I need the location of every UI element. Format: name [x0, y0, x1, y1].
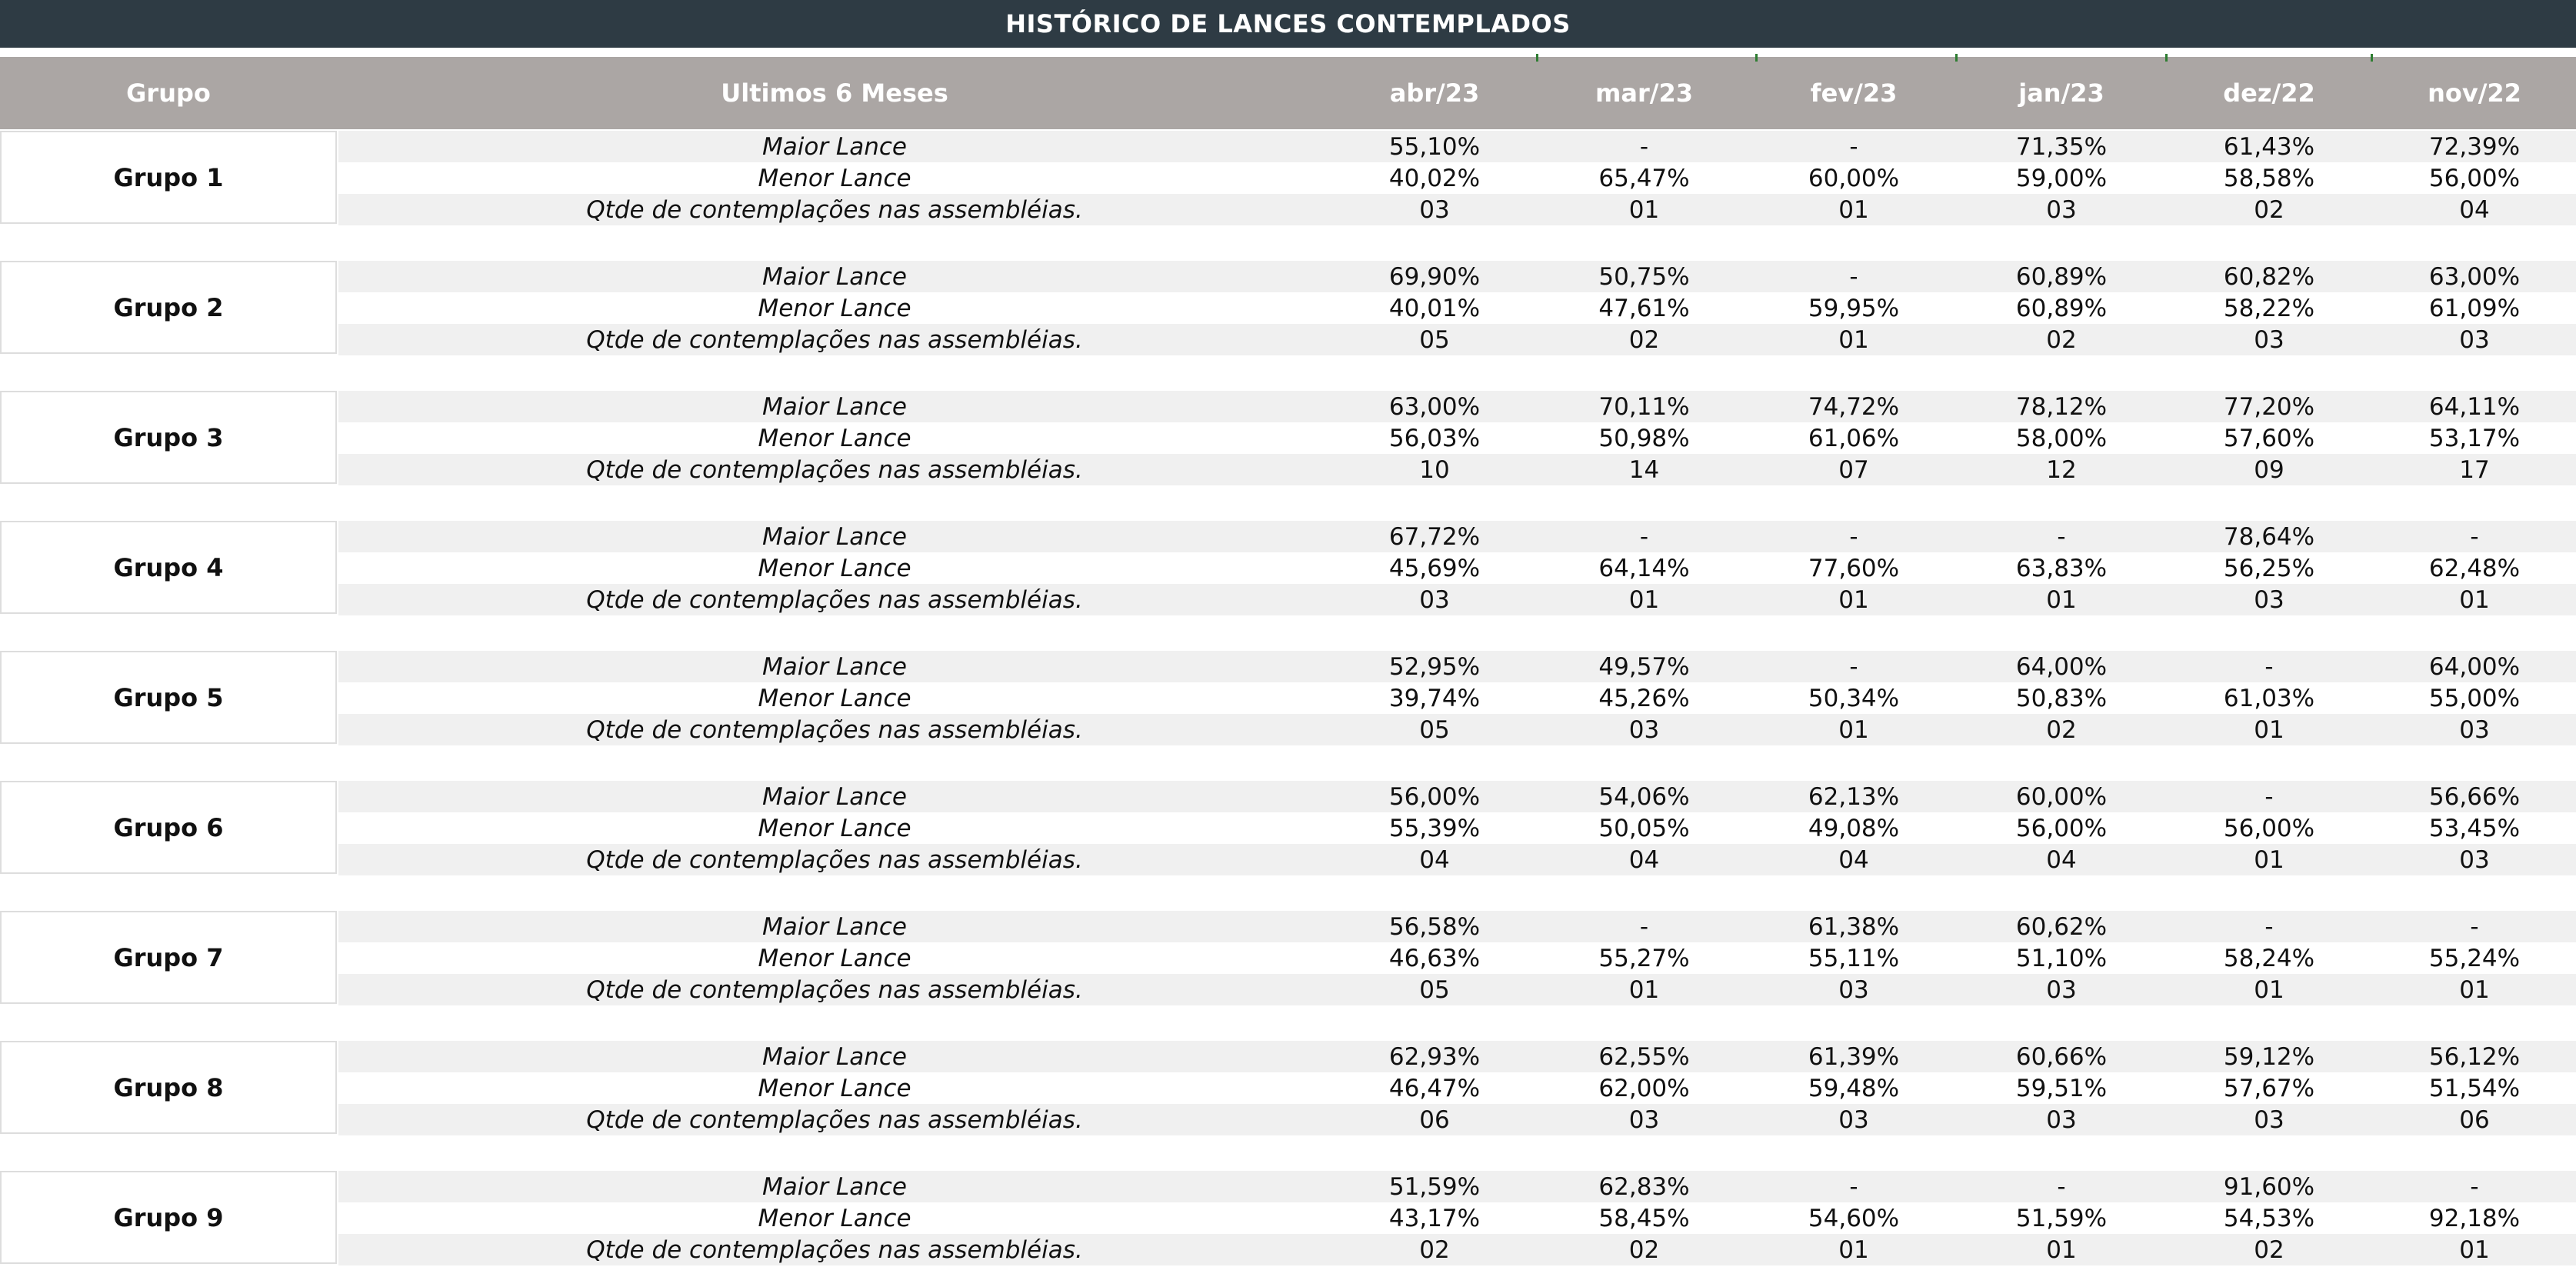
cell-marker [2371, 54, 2373, 62]
value-cell: 78,64% [2223, 522, 2315, 551]
value-cell: 10 [1419, 455, 1450, 484]
value-cell: 49,57% [1598, 652, 1690, 681]
header-month-1: abr/23 [1389, 78, 1480, 108]
value-cell: 07 [1838, 455, 1869, 484]
value-cell: 59,00% [2015, 164, 2108, 192]
value-cell: 40,01% [1388, 294, 1481, 322]
group-label: Grupo 7 [0, 911, 337, 1004]
group-label: Grupo 3 [0, 391, 337, 484]
group-block [0, 911, 2576, 1007]
metric-label: Maior Lance [762, 392, 907, 421]
value-cell: 03 [1419, 585, 1450, 614]
table-row [338, 682, 2576, 714]
value-cell: 72,39% [2428, 132, 2521, 161]
metric-label: Maior Lance [762, 132, 907, 161]
value-cell: - [2264, 912, 2274, 941]
value-cell: 04 [1419, 845, 1450, 874]
value-cell: 02 [1628, 325, 1660, 354]
metric-label: Maior Lance [762, 1172, 907, 1201]
value-cell: 50,83% [2015, 684, 2108, 712]
value-cell: 59,95% [1808, 294, 1900, 322]
value-cell: 60,00% [2015, 782, 2108, 811]
value-cell: 56,00% [1388, 782, 1481, 811]
table-row [338, 1171, 2576, 1202]
value-cell: 02 [2046, 715, 2077, 744]
table-row [338, 651, 2576, 682]
value-cell: 45,26% [1598, 684, 1690, 712]
metric-label: Maior Lance [762, 782, 907, 811]
group-block [0, 391, 2576, 487]
metric-label: Menor Lance [758, 684, 911, 712]
value-cell: 61,09% [2428, 294, 2521, 322]
value-cell: 51,59% [1388, 1172, 1481, 1201]
value-cell: - [1849, 652, 1858, 681]
value-cell: 62,00% [1598, 1074, 1690, 1102]
value-cell: 55,27% [1598, 944, 1690, 972]
value-cell: 03 [2459, 845, 2490, 874]
value-cell: 01 [2459, 975, 2490, 1004]
value-cell: - [2470, 912, 2479, 941]
value-cell: 60,00% [1808, 164, 1900, 192]
value-cell: 47,61% [1598, 294, 1690, 322]
value-cell: 77,60% [1808, 554, 1900, 582]
value-cell: 03 [2046, 975, 2077, 1004]
value-cell: 01 [1838, 1235, 1869, 1264]
value-cell: 01 [2459, 585, 2490, 614]
value-cell: 39,74% [1388, 684, 1481, 712]
value-cell: 52,95% [1388, 652, 1481, 681]
value-cell: 40,02% [1388, 164, 1481, 192]
metric-label: Qtde de contemplações nas assembléias. [586, 325, 1083, 354]
group-block [0, 521, 2576, 617]
value-cell: 03 [2046, 1105, 2077, 1134]
value-cell: 01 [1838, 585, 1869, 614]
value-cell: 67,72% [1388, 522, 1481, 551]
value-cell: 55,39% [1388, 814, 1481, 842]
value-cell: 69,90% [1388, 262, 1481, 291]
table-row [338, 844, 2576, 875]
value-cell: 92,18% [2428, 1204, 2521, 1232]
cell-marker [1536, 54, 1538, 62]
table-row [338, 194, 2576, 225]
value-cell: 61,39% [1808, 1042, 1900, 1071]
metric-label: Menor Lance [758, 294, 911, 322]
value-cell: 64,11% [2428, 392, 2521, 421]
value-cell: 70,11% [1598, 392, 1690, 421]
value-cell: - [1639, 522, 1649, 551]
value-cell: 03 [1628, 1105, 1660, 1134]
value-cell: 02 [1628, 1235, 1660, 1264]
metric-label: Menor Lance [758, 164, 911, 192]
value-cell: 54,06% [1598, 782, 1690, 811]
table-row [338, 261, 2576, 292]
group-block [0, 1171, 2576, 1267]
value-cell: 61,43% [2223, 132, 2315, 161]
group-block [0, 131, 2576, 227]
value-cell: 12 [2046, 455, 2077, 484]
value-cell: 03 [1628, 715, 1660, 744]
value-cell: 09 [2254, 455, 2284, 484]
metric-label: Qtde de contemplações nas assembléias. [586, 845, 1083, 874]
metric-label: Maior Lance [762, 1042, 907, 1071]
value-cell: 53,45% [2428, 814, 2521, 842]
group-block [0, 261, 2576, 357]
value-cell: 62,93% [1388, 1042, 1481, 1071]
value-cell: - [1639, 912, 1649, 941]
value-cell: 56,00% [2015, 814, 2108, 842]
value-cell: 58,45% [1598, 1204, 1690, 1232]
value-cell: 46,47% [1388, 1074, 1481, 1102]
value-cell: 64,00% [2428, 652, 2521, 681]
value-cell: 50,98% [1598, 424, 1690, 452]
value-cell: - [1639, 132, 1649, 161]
metric-label: Menor Lance [758, 1074, 911, 1102]
metric-label: Maior Lance [762, 262, 907, 291]
value-cell: 01 [2046, 585, 2077, 614]
value-cell: 78,12% [2015, 392, 2108, 421]
value-cell: - [2470, 522, 2479, 551]
value-cell: 74,72% [1808, 392, 1900, 421]
value-cell: 55,10% [1388, 132, 1481, 161]
value-cell: 03 [2254, 325, 2284, 354]
value-cell: 04 [1838, 845, 1869, 874]
table-row [338, 162, 2576, 194]
value-cell: - [1849, 1172, 1858, 1201]
value-cell: 03 [2254, 1105, 2284, 1134]
table-row [338, 714, 2576, 745]
value-cell: 03 [1419, 195, 1450, 224]
table-row [338, 781, 2576, 812]
value-cell: 02 [2046, 325, 2077, 354]
metric-label: Menor Lance [758, 554, 911, 582]
header-periodo: Ultimos 6 Meses [721, 78, 948, 108]
table-header [0, 57, 2576, 129]
group-label: Grupo 4 [0, 521, 337, 614]
group-block [0, 1041, 2576, 1137]
value-cell: 60,89% [2015, 294, 2108, 322]
value-cell: 03 [2459, 325, 2490, 354]
value-cell: 60,82% [2223, 262, 2315, 291]
table-row [338, 324, 2576, 355]
header-month-4: jan/23 [2018, 78, 2104, 108]
value-cell: 55,00% [2428, 684, 2521, 712]
value-cell: 60,89% [2015, 262, 2108, 291]
value-cell: 60,62% [2015, 912, 2108, 941]
table-row [338, 911, 2576, 942]
value-cell: 59,51% [2015, 1074, 2108, 1102]
value-cell: 56,25% [2223, 554, 2315, 582]
table-row [338, 812, 2576, 844]
value-cell: 54,60% [1808, 1204, 1900, 1232]
cell-marker [2165, 54, 2168, 62]
metric-label: Menor Lance [758, 944, 911, 972]
value-cell: 50,75% [1598, 262, 1690, 291]
value-cell: 61,38% [1808, 912, 1900, 941]
metric-label: Qtde de contemplações nas assembléias. [586, 975, 1083, 1004]
value-cell: 01 [2254, 845, 2284, 874]
header-month-3: fev/23 [1810, 78, 1898, 108]
value-cell: 57,60% [2223, 424, 2315, 452]
value-cell: 63,00% [1388, 392, 1481, 421]
value-cell: - [1849, 132, 1858, 161]
value-cell: 17 [2459, 455, 2490, 484]
value-cell: 02 [2254, 195, 2284, 224]
value-cell: 01 [2459, 1235, 2490, 1264]
value-cell: - [2057, 522, 2066, 551]
value-cell: 06 [2459, 1105, 2490, 1134]
value-cell: 01 [1628, 585, 1660, 614]
value-cell: 50,05% [1598, 814, 1690, 842]
table-row [338, 131, 2576, 162]
table-row [338, 584, 2576, 615]
value-cell: 01 [2254, 715, 2284, 744]
table-row [338, 1234, 2576, 1265]
metric-label: Qtde de contemplações nas assembléias. [586, 1105, 1083, 1134]
value-cell: 51,10% [2015, 944, 2108, 972]
value-cell: 46,63% [1388, 944, 1481, 972]
group-label: Grupo 2 [0, 261, 337, 354]
value-cell: 53,17% [2428, 424, 2521, 452]
value-cell: 43,17% [1388, 1204, 1481, 1232]
metric-label: Menor Lance [758, 814, 911, 842]
table-row [338, 391, 2576, 422]
value-cell: 56,66% [2428, 782, 2521, 811]
metric-label: Qtde de contemplações nas assembléias. [586, 455, 1083, 484]
value-cell: 91,60% [2223, 1172, 2315, 1201]
group-label: Grupo 1 [0, 131, 337, 224]
table-row [338, 1041, 2576, 1072]
header-month-2: mar/23 [1595, 78, 1693, 108]
value-cell: 58,24% [2223, 944, 2315, 972]
cell-marker [1955, 54, 1958, 62]
value-cell: 01 [1838, 715, 1869, 744]
table-row [338, 292, 2576, 324]
value-cell: 55,11% [1808, 944, 1900, 972]
value-cell: 56,00% [2223, 814, 2315, 842]
table-row [338, 521, 2576, 552]
metric-label: Maior Lance [762, 652, 907, 681]
value-cell: 63,00% [2428, 262, 2521, 291]
value-cell: - [2264, 782, 2274, 811]
group-label: Grupo 9 [0, 1171, 337, 1264]
group-label: Grupo 6 [0, 781, 337, 874]
value-cell: 56,12% [2428, 1042, 2521, 1071]
header-grupo: Grupo [126, 78, 211, 108]
value-cell: 06 [1419, 1105, 1450, 1134]
metric-label: Maior Lance [762, 912, 907, 941]
value-cell: 59,48% [1808, 1074, 1900, 1102]
value-cell: 14 [1628, 455, 1660, 484]
metric-label: Qtde de contemplações nas assembléias. [586, 1235, 1083, 1264]
value-cell: 56,00% [2428, 164, 2521, 192]
table-row [338, 1104, 2576, 1135]
table-row [338, 974, 2576, 1005]
value-cell: 55,24% [2428, 944, 2521, 972]
value-cell: 03 [2254, 585, 2284, 614]
value-cell: 54,53% [2223, 1204, 2315, 1232]
group-block [0, 651, 2576, 747]
value-cell: - [1849, 262, 1858, 291]
metric-label: Maior Lance [762, 522, 907, 551]
value-cell: 77,20% [2223, 392, 2315, 421]
value-cell: 05 [1419, 975, 1450, 1004]
value-cell: - [2470, 1172, 2479, 1201]
header-month-6: nov/22 [2428, 78, 2521, 108]
value-cell: 64,14% [1598, 554, 1690, 582]
metric-label: Menor Lance [758, 424, 911, 452]
value-cell: 01 [1838, 195, 1869, 224]
value-cell: 05 [1419, 715, 1450, 744]
table-row [338, 1202, 2576, 1234]
table-row [338, 942, 2576, 974]
value-cell: 03 [1838, 1105, 1869, 1134]
value-cell: - [2264, 652, 2274, 681]
value-cell: 01 [1628, 975, 1660, 1004]
metric-label: Qtde de contemplações nas assembléias. [586, 195, 1083, 224]
page-title: HISTÓRICO DE LANCES CONTEMPLADOS [0, 0, 2576, 48]
value-cell: 01 [2254, 975, 2284, 1004]
value-cell: 63,83% [2015, 554, 2108, 582]
value-cell: 61,03% [2223, 684, 2315, 712]
value-cell: 01 [2046, 1235, 2077, 1264]
value-cell: 58,00% [2015, 424, 2108, 452]
header-month-5: dez/22 [2223, 78, 2315, 108]
value-cell: 05 [1419, 325, 1450, 354]
group-label: Grupo 5 [0, 651, 337, 744]
value-cell: 51,54% [2428, 1074, 2521, 1102]
value-cell: 02 [2254, 1235, 2284, 1264]
value-cell: 58,58% [2223, 164, 2315, 192]
table-row [338, 422, 2576, 454]
value-cell: - [2057, 1172, 2066, 1201]
group-block [0, 781, 2576, 877]
metric-label: Qtde de contemplações nas assembléias. [586, 585, 1083, 614]
table-row [338, 454, 2576, 485]
value-cell: 45,69% [1388, 554, 1481, 582]
value-cell: 56,58% [1388, 912, 1481, 941]
value-cell: 61,06% [1808, 424, 1900, 452]
value-cell: 02 [1419, 1235, 1450, 1264]
value-cell: - [1849, 522, 1858, 551]
cell-marker [1755, 54, 1758, 62]
value-cell: 60,66% [2015, 1042, 2108, 1071]
value-cell: 51,59% [2015, 1204, 2108, 1232]
value-cell: 62,83% [1598, 1172, 1690, 1201]
value-cell: 65,47% [1598, 164, 1690, 192]
value-cell: 64,00% [2015, 652, 2108, 681]
value-cell: 62,55% [1598, 1042, 1690, 1071]
group-label: Grupo 8 [0, 1041, 337, 1134]
value-cell: 04 [2046, 845, 2077, 874]
value-cell: 62,13% [1808, 782, 1900, 811]
value-cell: 56,03% [1388, 424, 1481, 452]
value-cell: 01 [1628, 195, 1660, 224]
value-cell: 03 [1838, 975, 1869, 1004]
value-cell: 57,67% [2223, 1074, 2315, 1102]
value-cell: 62,48% [2428, 554, 2521, 582]
value-cell: 03 [2046, 195, 2077, 224]
value-cell: 04 [2459, 195, 2490, 224]
value-cell: 01 [1838, 325, 1869, 354]
value-cell: 49,08% [1808, 814, 1900, 842]
metric-label: Qtde de contemplações nas assembléias. [586, 715, 1083, 744]
value-cell: 71,35% [2015, 132, 2108, 161]
table-row [338, 1072, 2576, 1104]
table-row [338, 552, 2576, 584]
value-cell: 50,34% [1808, 684, 1900, 712]
value-cell: 58,22% [2223, 294, 2315, 322]
value-cell: 03 [2459, 715, 2490, 744]
metric-label: Menor Lance [758, 1204, 911, 1232]
value-cell: 59,12% [2223, 1042, 2315, 1071]
value-cell: 04 [1628, 845, 1660, 874]
